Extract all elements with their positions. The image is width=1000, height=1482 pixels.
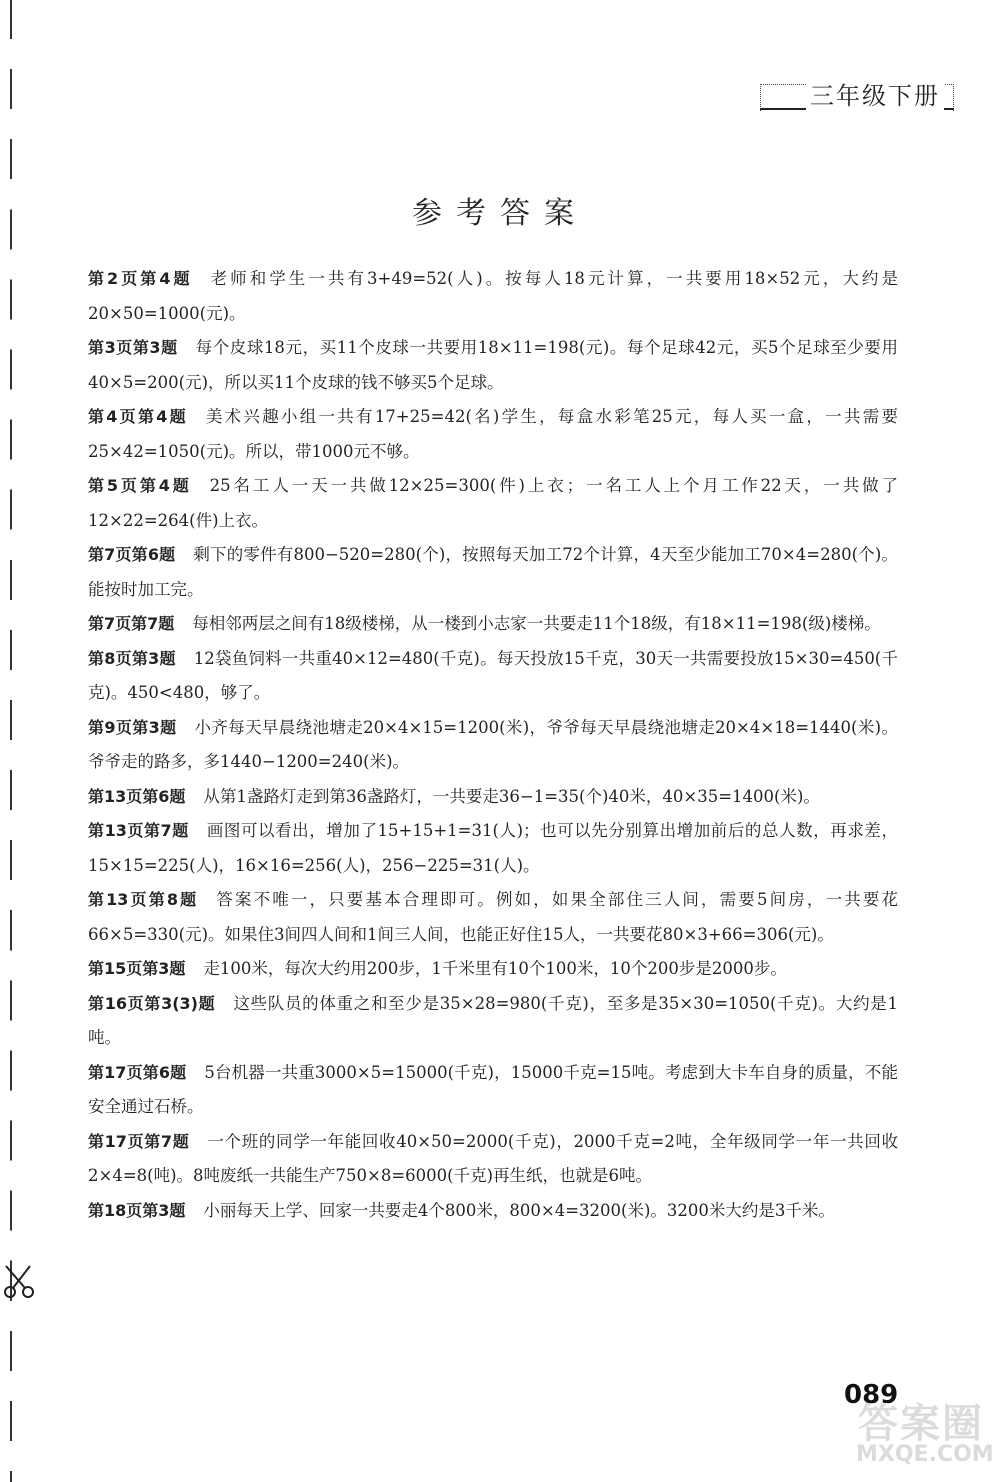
answer-text: 美术兴趣小组一共有17+25=42(名)学生，每盒水彩笔25元，每人买一盒，一共需要25×42=1050(元)。所以，带1000元不够。 — [88, 407, 898, 461]
answer-item — [88, 400, 898, 469]
answer-text: 从第1盏路灯走到第36盏路灯，一共要走36−1=35(个)40米，40×35=1400(米)。 — [203, 786, 820, 806]
grade-label: 三年级下册 — [806, 76, 944, 111]
answer-text: 剩下的零件有800−520=280(个)，按照每天加工72个计算，4天至少能加工70×4=280(个)。能按时加工完。 — [88, 545, 898, 599]
answer-item — [88, 952, 898, 987]
answer-item — [88, 331, 898, 400]
answer-item — [88, 1125, 898, 1194]
question-label: 第15页第3题 — [88, 959, 186, 978]
answer-item — [88, 469, 898, 538]
question-label: 第3页第3题 — [88, 338, 178, 357]
answer-item — [88, 883, 898, 952]
question-label: 第7页第7题 — [88, 614, 175, 633]
answer-item — [88, 607, 898, 642]
question-label: 第8页第3题 — [88, 648, 176, 668]
answer-list — [88, 262, 898, 1228]
answer-text: 老师和学生一共有3+49=52(人)。按每人18元计算，一共要用18×52元，大约是20×50=1000(元)。 — [88, 269, 898, 323]
answer-text: 这些队员的体重之和至少是35×28=980(千克)，至多是35×30=1050(千克)。大约是1吨。 — [88, 993, 898, 1047]
answer-text: 5台机器一共重3000×5=15000(千克)，15000千克=15吨。考虑到大卡车自身的质量，不能安全通过石桥。 — [88, 1062, 898, 1116]
answer-item — [88, 262, 898, 331]
answer-item — [88, 711, 898, 780]
watermark-url: MXQE.COM — [856, 1442, 994, 1467]
question-label: 第13页第7题 — [88, 821, 189, 840]
answer-text: 答案不唯一，只要基本合理即可。例如，如果全部住三人间，需要5间房，一共要花66×5=330(元)。如果住3间四人间和1间三人间，也能正好住15人，一共要花80×3+66=306(元)。 — [88, 890, 899, 944]
question-label: 第17页第6题 — [88, 1062, 187, 1082]
answer-text: 12袋鱼饲料一共重40×12=480(千克)。每天投放15千克，30天一共需要投放15×30=450(千克)。450<480，够了。 — [88, 648, 898, 702]
question-label: 第13页第6题 — [88, 786, 186, 806]
answer-item — [88, 987, 898, 1056]
answer-text: 每相邻两层之间有18级楼梯，从一楼到小志家一共要走11个18级，有18×11=198(级)楼梯。 — [192, 614, 881, 633]
question-label: 第13页第8题 — [88, 890, 199, 909]
scissors-icon — [0, 1262, 40, 1302]
question-label: 第17页第7题 — [88, 1131, 190, 1151]
page-number: 089 — [844, 1380, 899, 1410]
question-label: 第18页第3题 — [88, 1200, 186, 1220]
question-label: 第4页第4题 — [88, 407, 188, 426]
answer-text: 每个皮球18元，买11个皮球一共要用18×11=198(元)。每个足球42元，买5个足球至少要用40×5=200(元)，所以买11个皮球的钱不够买5个足球。 — [88, 338, 898, 392]
answer-text: 画图可以看出，增加了15+15+1=31(人)；也可以先分别算出增加前后的总人数，再求差，15×15=225(人)，16×16=256(人)，256−225=31(人)。 — [88, 821, 898, 875]
answer-text: 走100米，每次大约用200步，1千米里有10个100米，10个200步是2000步。 — [203, 959, 787, 978]
watermark-text: 答案圈 — [858, 1401, 984, 1447]
watermark-logo — [852, 1392, 992, 1474]
page-title: 参考答案 — [412, 196, 588, 231]
answer-item — [88, 538, 898, 607]
answer-item — [88, 642, 898, 711]
answer-text: 小齐每天早晨绕池塘走20×4×15=1200(米)，爷爷每天早晨绕池塘走20×4×18=1440(米)。爷爷走的路多，多1440−1200=240(米)。 — [88, 717, 898, 771]
question-label: 第7页第6题 — [88, 545, 176, 564]
question-label: 第5页第4题 — [88, 476, 192, 495]
answer-text: 小丽每天上学、回家一共要走4个800米，800×4=3200(米)。3200米大约是3千米。 — [203, 1200, 835, 1220]
question-label: 第9页第3题 — [88, 717, 177, 737]
grade-tag — [760, 78, 954, 110]
question-label: 第16页第3(3)题 — [88, 993, 216, 1013]
question-label: 第2页第4题 — [88, 269, 193, 288]
answer-item — [88, 780, 898, 815]
answer-item — [88, 1194, 898, 1229]
answer-item — [88, 814, 898, 883]
answer-text: 25名工人一天一共做12×25=300(件)上衣；一名工人上个月工作22天，一共做了12×22=264(件)上衣。 — [88, 476, 898, 530]
answer-item — [88, 1056, 898, 1125]
answer-text: 一个班的同学一年能回收40×50=2000(千克)，2000千克=2吨，全年级同学一年一共回收2×4=8(吨)。8吨废纸一共能生产750×8=6000(千克)再生纸，也就是6吨。 — [88, 1131, 898, 1185]
